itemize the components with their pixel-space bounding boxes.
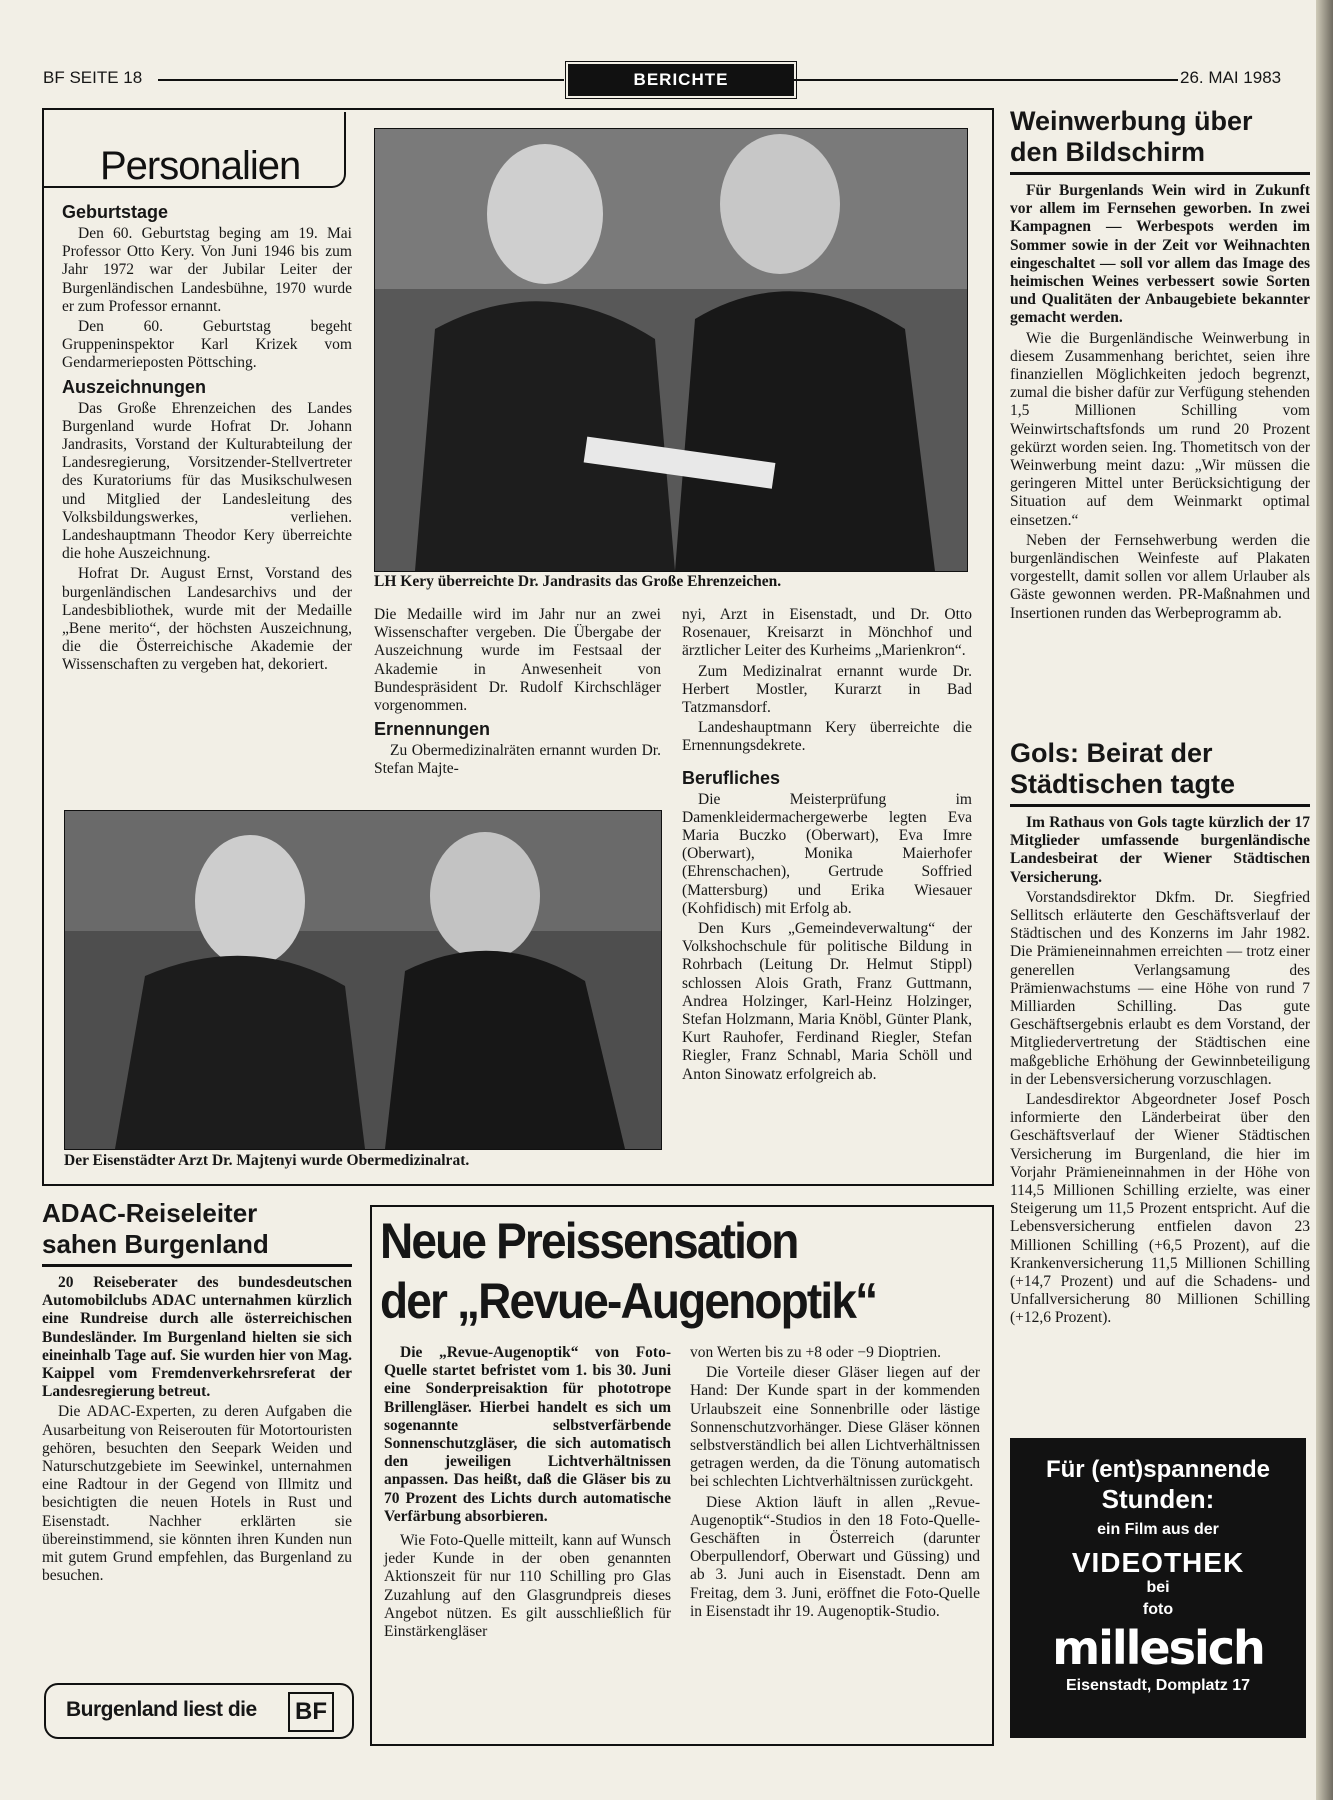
header-rule-left: [158, 79, 564, 81]
berufliches-paragraph: Die Meisterprüfung im Damenkleidermachergewerbe legten Eva Maria Buczko (Oberwart), Eva Imre (Oberwart), Monika Maierhofer (Ehrenschachen), Gertrude Soffried (Mattersburg) und Erika Wiesauer (Kohfidisch) mit Erfolg ab.: [682, 790, 972, 917]
ad-line5: bei: [1146, 1579, 1170, 1596]
adac-article: [42, 1198, 352, 1585]
gols-headline-2: Städtischen tagte: [1010, 769, 1236, 799]
page-edge-shadow: [1316, 0, 1333, 1800]
photo-majtenyi: [64, 810, 662, 1150]
photo-figures: [375, 129, 967, 571]
personalien-title: Personalien: [100, 144, 301, 188]
revue-paragraph: Die Vorteile dieser Gläser liegen auf der Hand: Der Kunde spart in der kommenden Urlaubszeit eine Sonnenbrille oder lästige Sonnenschutzvorhänger. Diese Gläser können selbstverständlich bei allen Lichtverhältnissen getragen werden, da die Tönung automatisch bei schlechten Lichtverhältnissen zurückgeht.: [690, 1364, 980, 1491]
weinwerbung-article: [1010, 106, 1310, 623]
photo2-figures: [65, 811, 661, 1149]
bf-logo: BF: [288, 1692, 334, 1732]
section-label: BERICHTE: [568, 64, 794, 96]
revue-paragraph: Wie Foto-Quelle mitteilt, kann auf Wunsch jeder Kunde in der oben genannten Aktionszeit für nur 110 Schilling pro Glas Zuzahlung auf den Glasgrundpreis dieses Angebot nützen. Es gilt ausschließlich für Einstärkengläser: [384, 1532, 671, 1641]
geburtstage-paragraph: Den 60. Geburtstag beging am 19. Mai Professor Otto Kery. Von Juni 1946 bis zum Jahr 1972 war der Jubilar Leiter der Burgenländischen Landesbühne, 1970 wurde er zum Professor ernannt.: [62, 225, 352, 315]
auszeichnungen-paragraph: Hofrat Dr. August Ernst, Vorstand des burgenländischen Landesarchivs und der Landesbibliothek, wurde mit der Medaille „Bene merito“, der höchsten Auszeichnung, die die Österreichische Akademie der Wissenschaften zu vergeben hat, dekoriert.: [62, 565, 352, 674]
gols-paragraph: Landesdirektor Abgeordneter Josef Posch informierte den Länderbeirat über den Geschäftsverlauf der Wiener Städtischen Versicherung im Burgenland, die hier im Vorjahr Prämieneinnahmen in der Höhe von 114,5 Millionen Schilling erzielte, was einer Steigerung um 11,5 Prozent entspricht. Auf die Lebensversicherung entfielen davon 23 Millionen Schilling (+6,5 Prozent), auf die Krankenversicherung 11,5 Millionen Schilling (+14,7 Prozent) und auf die Schadens- und Unfallversicherung 80 Millionen Schilling (+12,6 Prozent).: [1010, 1091, 1310, 1327]
medaille-paragraph: Die Medaille wird im Jahr nur an zwei Wissenschafter vergeben. Die Übergabe der Auszeichnung wurde im Festsaal der Akademie in Anwesenheit von Bundespräsident Dr. Rudolf Kirchschläger vorgenommen.: [374, 606, 661, 715]
berufliches-paragraph: Den Kurs „Gemeindeverwaltung“ der Volkshochschule für politische Bildung in Rohrbach (Leitung Dr. Helmut Stippl) schlossen Alois Grath, Franz Guttmann, Andrea Holzinger, Karl-Heinz Holzinger, Stefan Holzmann, Maria Knöbl, Günter Plank, Kurt Rauhofer, Ferdinand Riegler, Stefan Riegler, Franz Schnabl, Maria Schöll und Anton Sinowatz erfolgreich ab.: [682, 920, 972, 1083]
gols-rule: [1010, 804, 1310, 807]
ad-line3: ein Film aus der: [1097, 1521, 1219, 1538]
gols-article: [1010, 738, 1310, 1328]
photo-kery-jandrasits: [374, 128, 968, 572]
weinwerbung-headline-1: Weinwerbung über: [1010, 106, 1253, 136]
ad-line1: Für (ent)spannende: [1045, 1456, 1270, 1483]
personalien-col2: [374, 606, 661, 779]
photo1-caption: LH Kery überreichte Dr. Jandrasits das Große Ehrenzeichen.: [374, 573, 782, 590]
ad-line2: Stunden:: [1101, 1484, 1215, 1514]
adac-rule: [42, 1264, 352, 1267]
header-date: 26. MAI 1983: [1180, 68, 1282, 87]
revue-lead: Die „Revue-Augenoptik“ von Foto-Quelle startet befristet vom 1. bis 30. Juni eine Sonderpreisaktion für phototrope Brillengläser. Hierbei handelt es sich um sogenannte selbstverfärbende Sonnenschutzgläser, die sich automatisch den jeweiligen Lichtverhältnissen anpassen. Das heißt, daß die Gläser bis zu 70 Prozent des Lichts durch automatische Verfärbung absorbieren.: [384, 1344, 671, 1525]
adac-lead: 20 Reiseberater des bundesdeutschen Automobilclubs ADAC unternahmen kürzlich eine Rundreise durch alle österreichischen Bundesländer. Im Burgenland hielten sie sich eineinhalb Tage auf. Sie wurden hier von Mag. Kaippel vom Fremdenverkehrsreferat der Landesregierung betreut.: [42, 1274, 352, 1401]
geburtstage-paragraph: Den 60. Geburtstag begeht Gruppeninspektor Karl Krizek vom Gendarmerieposten Pöttsching.: [62, 318, 352, 372]
bf-slogan-text: Burgenland liest die: [66, 1698, 257, 1721]
adac-paragraph: Die ADAC-Experten, zu deren Aufgaben die Ausarbeitung von Reiserouten für Motortouristen gehören, besuchten den Seepark Weiden und Naturschutzgebiete im Seewinkel, unternahmen eine Radtour in der Gegend von Illmitz und besichtigten die neuen Hotels in Rust und Eisenstadt. Nachher erklärten sie übereinstimmend, sie könnten ihren Kunden nun mit gutem Grund empfehlen, das Burgenland zu besuchen.: [42, 1403, 352, 1585]
gols-lead: Im Rathaus von Gols tagte kürzlich der 17 Mitglieder umfassende burgenländische Landesbeirat der Wiener Städtischen Versicherung.: [1010, 814, 1310, 886]
revue-paragraph: von Werten bis zu +8 oder −9 Dioptrien.: [690, 1344, 941, 1361]
millesich-logo: millesich: [1052, 1621, 1264, 1675]
ernennungen-paragraph-a: Zu Obermedizinalräten ernannt wurden Dr. Stefan Majte-: [374, 742, 661, 778]
medizinalrat-paragraph: Zum Medizinalrat ernannt wurde Dr. Herbert Mostler, Kurarzt in Bad Tatzmansdorf.: [682, 662, 972, 717]
auszeichnungen-heading: Auszeichnungen: [62, 376, 207, 397]
bf-slogan-box: [44, 1683, 354, 1739]
gols-headline-1: Gols: Beirat der: [1010, 738, 1213, 768]
ernennungen-paragraph-b: nyi, Arzt in Eisenstadt, und Dr. Otto Rosenauer, Kreisarzt in Mönchhof und ärztlicher Leiter des Kurheims „Marienkron“.: [682, 606, 972, 660]
ernennungen-heading: Ernennungen: [374, 719, 490, 740]
personalien-col3: [682, 606, 972, 1084]
revue-headline-1: Neue Preissensation: [380, 1213, 798, 1269]
weinwerbung-paragraph: Wie die Burgenländische Weinwerbung in diesem Zusammenhang berichtet, seien ihre finanziellen Möglichkeiten jedoch begrenzt, zumal die bisher dafür zur Verfügung stehenden 1,5 Millionen Schilling vom Weinwirtschaftsfonds um rund 20 Prozent gekürzt worden seien. Ing. Thometitsch von der Weinwerbung meint dazu: „Wir müssen die geringeren Mittel unter Berücksichtigung der Situation auf dem Weinmarkt optimal einsetzen.“: [1010, 329, 1310, 529]
gols-paragraph: Vorstandsdirektor Dkfm. Dr. Siegfried Sellitsch erläuterte den Geschäftsverlauf der Städtischen und des Konzerns im Jahr 1982. Die Prämieneinnahmen erreichten — trotz einer generellen Verlangsamung des Prämienwachstums — eine Höhe von rund 7 Milliarden Schilling. Das gute Geschäftsergebnis erlaubt es dem Vorstand, der Mitgliedervertretung der Städtischen eine maßgebliche Erhöhung der Gewinnbeteiligung in der Lebensversicherung vorzuschlagen.: [1010, 888, 1310, 1088]
header-left: BF SEITE 18: [43, 68, 143, 87]
dekrete-paragraph: Landeshauptmann Kery überreichte die Ernennungsdekrete.: [682, 719, 972, 755]
revue-paragraph: Diese Aktion läuft in allen „Revue-Augenoptik“-Studios in den 18 Foto-Quelle-Geschäften in Österreich (darunter Oberpullendorf, Oberwart und Güssing) und ab 3. Juni auch in Eisenstadt. Denn am Freitag, dem 3. Juni, eröffnet die Foto-Quelle in Eisenstadt ihr 19. Augenoptik-Studio.: [690, 1493, 980, 1620]
ad-address: Eisenstadt, Domplatz 17: [1065, 1677, 1251, 1694]
weinwerbung-headline-2: den Bildschirm: [1010, 137, 1206, 167]
ad-line4: VIDEOTHEK: [1071, 1547, 1245, 1578]
adac-headline-1: ADAC-Reiseleiter: [42, 1198, 258, 1228]
revue-col2: [690, 1344, 980, 1621]
weinwerbung-lead: Für Burgenlands Wein wird in Zukunft vor allem im Fernsehen geworben. In zwei Kampagnen — Werbespots werden im Sommer sowie in der Zeit vor Weihnachten eingeschaltet — soll vor allem das Image des heimischen Weines verbessert sowie Sorten und Qualitäten der Anbaugebiete bekannter gemacht werden.: [1010, 182, 1310, 327]
auszeichnungen-paragraph: Das Große Ehrenzeichen des Landes Burgenland wurde Hofrat Dr. Johann Jandrasits, Vorstand der Kulturabteilung der Landesregierung, Vorsitzender-Stellvertreter des Kuratoriums für das Musikschulwesen und Mitglied der Landesleitung des Volksbildungswerkes, verliehen. Landeshauptmann Theodor Kery überreichte die hohe Auszeichnung.: [62, 399, 352, 563]
weinwerbung-rule: [1010, 172, 1310, 175]
geburtstage-heading: Geburtstage: [62, 202, 169, 222]
photo2-caption: Der Eisenstädter Arzt Dr. Majtenyi wurde Obermedizinalrat.: [64, 1152, 470, 1169]
adac-headline-2: sahen Burgenland: [42, 1229, 269, 1259]
ad-line6: foto: [1142, 1601, 1174, 1618]
revue-col1: [384, 1344, 671, 1641]
videothek-ad: [1010, 1438, 1306, 1738]
header-rule-right: [793, 79, 1178, 81]
personalien-col1: [62, 198, 352, 675]
revue-headline-2: der „Revue-Augenoptik“: [380, 1273, 877, 1329]
weinwerbung-paragraph: Neben der Fernsehwerbung werden die burgenländischen Weinfeste auf Plakaten vorgestellt, damit sollen vor allem Urlauber als Gäste gewonnen werden. PR-Maßnahmen und Insertionen runden das Werbeprogramm ab.: [1010, 531, 1310, 622]
berufliches-heading: Berufliches: [682, 767, 781, 788]
